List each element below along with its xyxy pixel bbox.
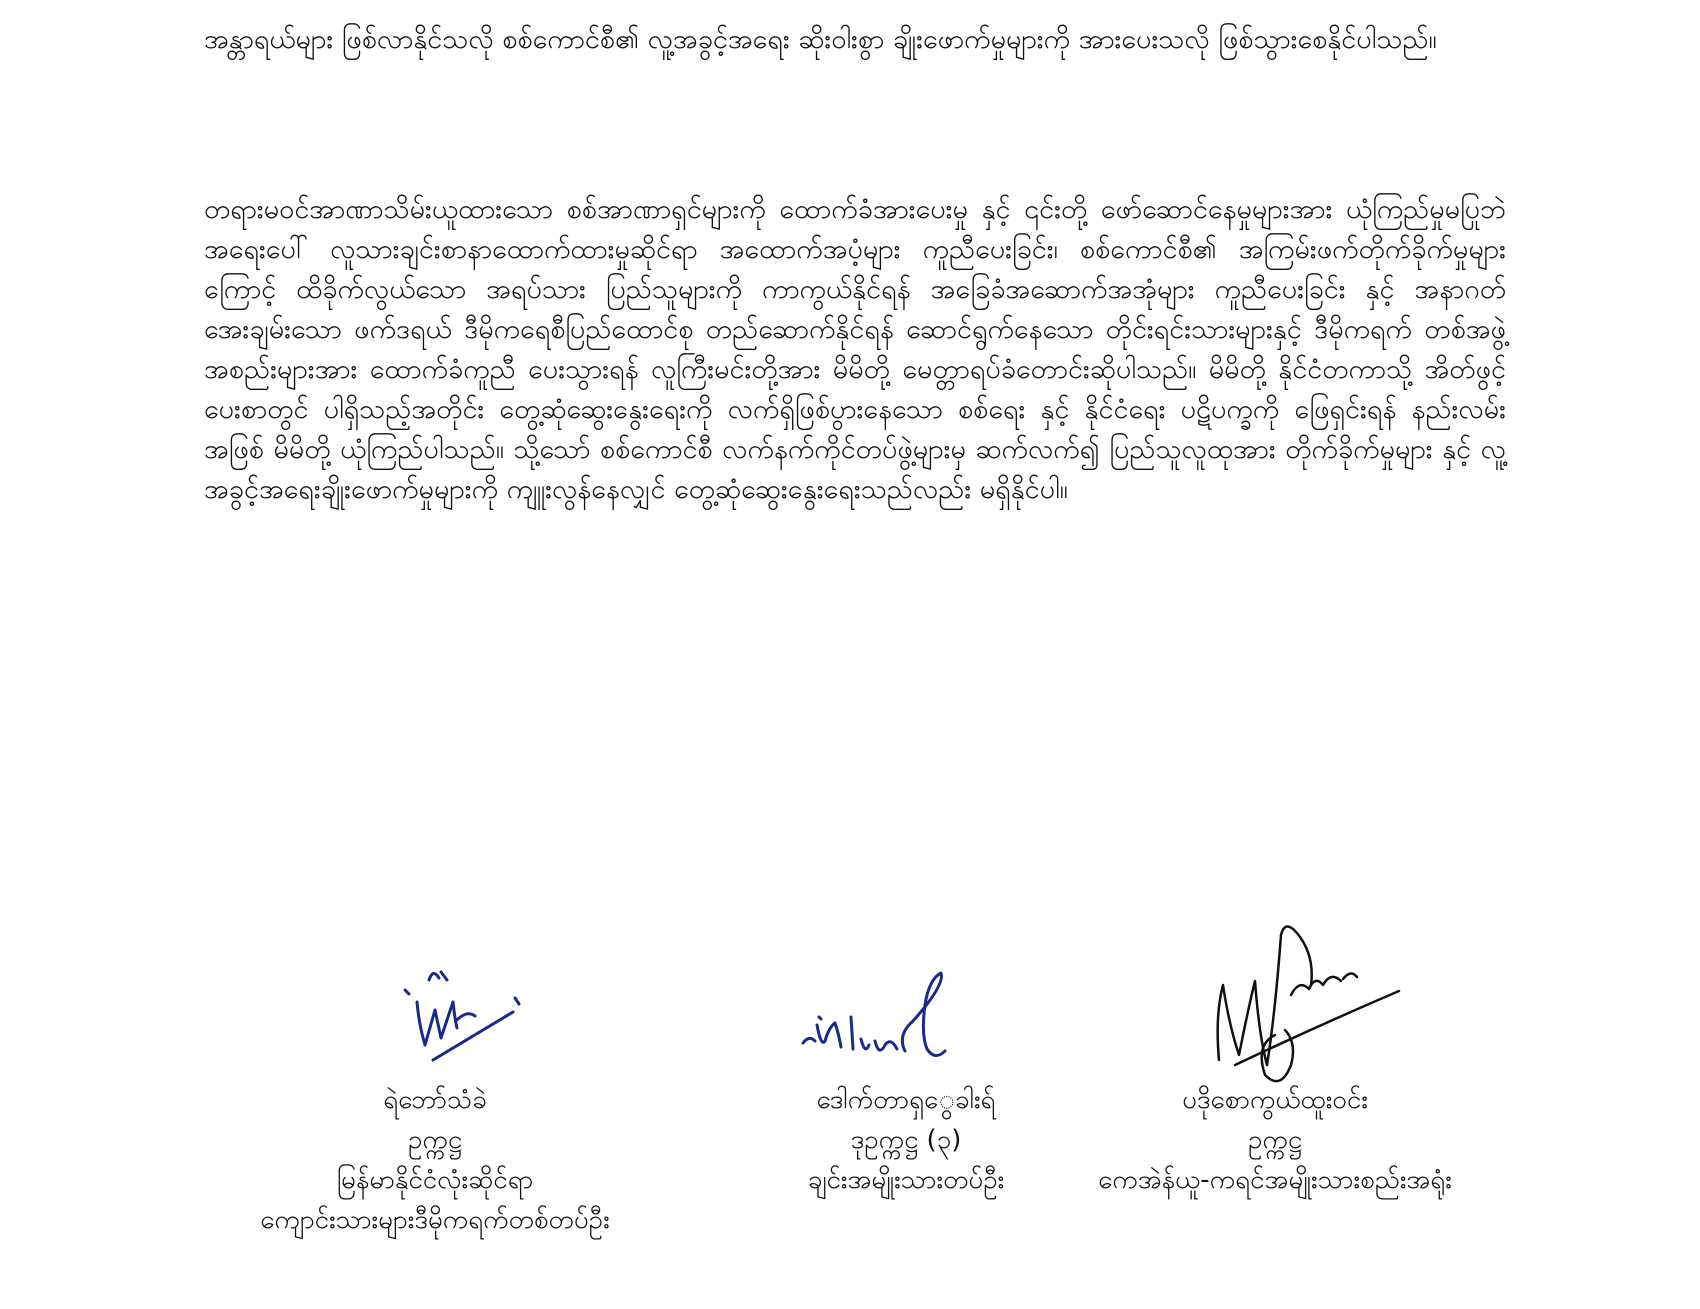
signatory-organization: မြန်မာနိုင်ငံလုံးဆိုင်ရာ [336, 1165, 534, 1195]
signatory-position: ဥက္ကဋ္ဌ [408, 1125, 462, 1155]
signatory-position: ဒုဥက္ကဋ္ဌ (၃) [850, 1125, 962, 1155]
signature-3 [1205, 915, 1405, 1090]
signatory-organization: ကေအဲန်ယူ-ကရင်အမျိုးသားစည်းအရုံး [1098, 1165, 1452, 1195]
signatory-block-1 [205, 1080, 665, 1240]
signatory-name: ဒေါက်တာရှွေခါးရ် [816, 1085, 996, 1115]
signatory-organization: ချင်းအမျိုးသားတပ်ဦး [807, 1165, 1005, 1195]
signatory-block-3 [1030, 1080, 1520, 1200]
signatory-name: ပဒိုစောကွယ်ထူးဝင်း [1182, 1085, 1368, 1115]
signatory-organization: ကျောင်းသားများဒီမိုကရက်တစ်တပ်ဦး [260, 1205, 610, 1235]
body-paragraph: တရားမဝင်အာဏာသိမ်းယူထားသော စစ်အာဏာရှင်များကို ထောက်ခံအားပေးမှု နှင့် ၎င်းတို့ ဖော်ဆောင်နေမှုများအား ယုံကြည်မှုမပြုဘဲ အရေးပေါ် လူသားချင်းစာနာထောက်ထားမှုဆိုင်ရာ အထောက်အပံ့များ ကူညီပေးခြင်း၊ စစ်ကောင်စီ၏ အကြမ်းဖက်တိုက်ခိုက်မှုများကြောင့် ထိခိုက်လွယ်သော အရပ်သား ပြည်သူများကို ကာကွယ်နိုင်ရန် အခြေခံအဆောက်အအုံများ ကူညီပေးခြင်း နှင့် အနာဂတ် အေးချမ်းသော ဖက်ဒရယ် ဒီမိုကရေစီပြည်ထောင်စု တည်ဆောက်နိုင်ရန် ဆောင်ရွက်နေသော တိုင်းရင်းသားများနှင့် ဒီမိုကရက် တစ်အဖွဲ့အစည်းများအား ထောက်ခံကူညီ ပေးသွားရန် လူကြီးမင်းတို့အား မိမိတို့ မေတ္တာရပ်ခံတောင်းဆိုပါသည်။ မိမိတို့ နိုင်ငံတကာသို့ အိတ်ဖွင့်ပေးစာတွင် ပါရှိသည့်အတိုင်း တွေ့ဆုံဆွေးနွေးရေးကို လက်ရှိဖြစ်ပွားနေသော စစ်ရေး နှင့် နိုင်ငံရေး ပဋိပက္ခကို ဖြေရှင်းရန် နည်းလမ်းအဖြစ် မိမိတို့ ယုံကြည်ပါသည်။ သို့သော် စစ်ကောင်စီ လက်နက်ကိုင်တပ်ဖွဲ့များမှ ဆက်လက်၍ ပြည်သူလူထုအား တိုက်ခိုက်မှုများ နှင့် လူ့အခွင့်အရေးချိုးဖောက်မှုများကို ကျူးလွန်နေလျှင် တွေ့ဆုံဆွေးနွေးရေးသည်လည်း မရှိနိုင်ပါ။ [204, 194, 1506, 505]
signatory-position: ဥက္ကဋ္ဌ [1248, 1125, 1302, 1155]
signature-2 [795, 965, 965, 1075]
signatory-name: ရဲဘော်သံခဲ [383, 1085, 487, 1115]
body-paragraph: အန္တာရယ်များ ဖြစ်လာနိုင်သလို စစ်ကောင်စီ၏ လူ့အခွင့်အရေး ဆိုးဝါးစွာ ချိုးဖောက်မှုများကို အားပေးသလို ဖြစ်သွားစေနိုင်ပါသည်။ [204, 24, 1437, 55]
signature-1 [395, 950, 535, 1070]
